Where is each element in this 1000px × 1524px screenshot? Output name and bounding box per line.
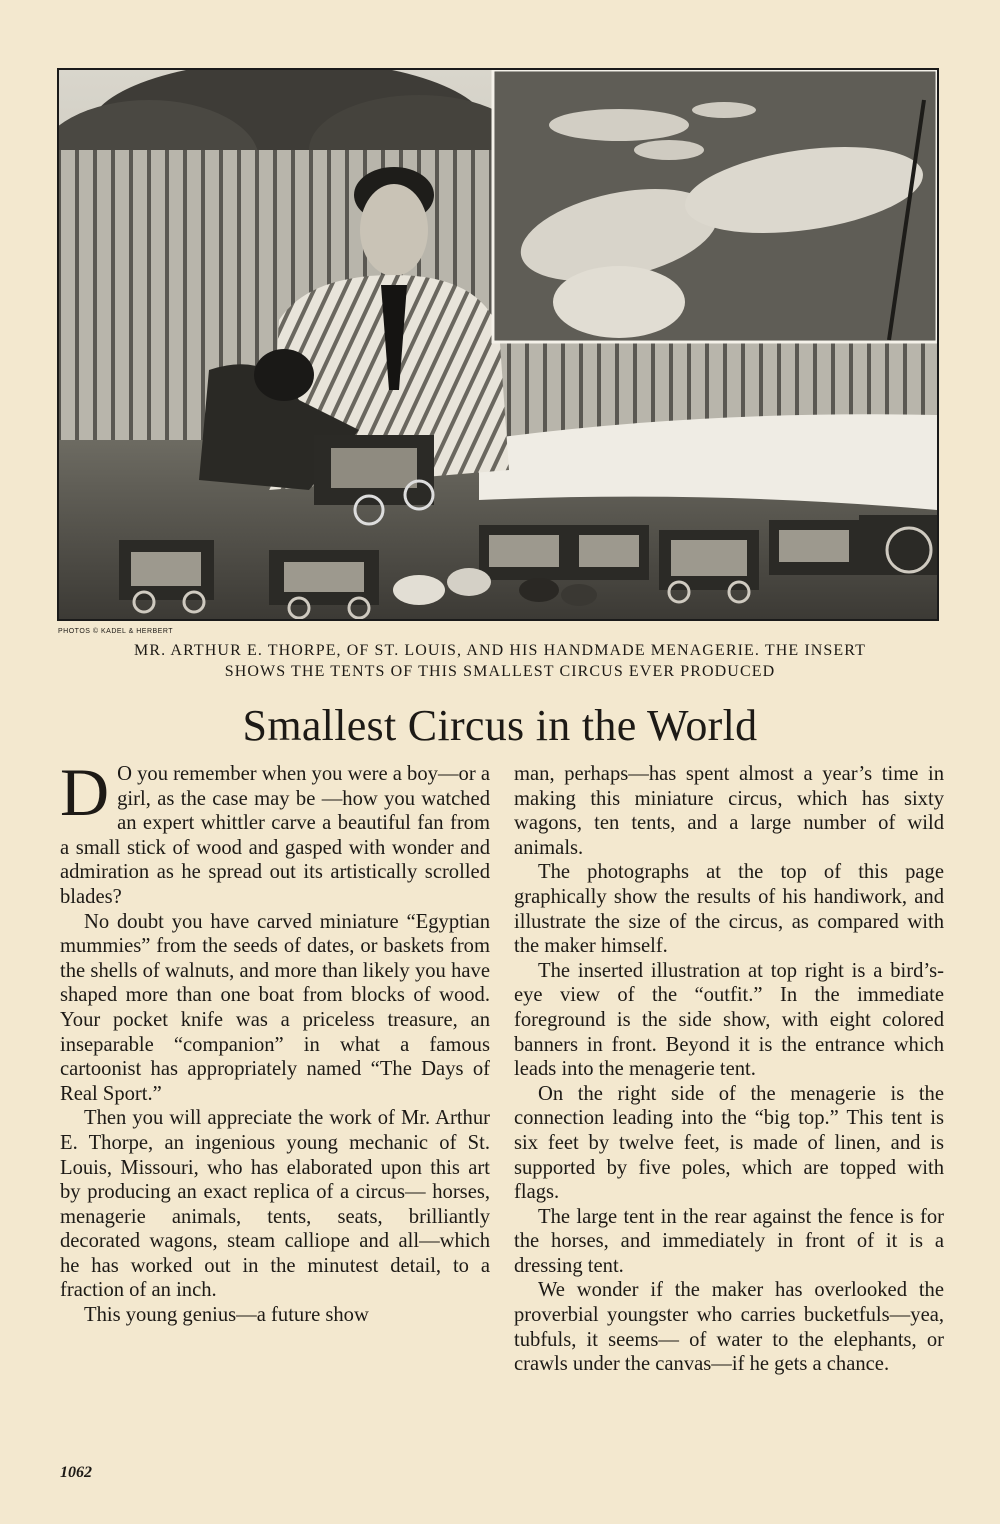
drop-cap: D [60, 754, 110, 830]
photo-illustration [59, 70, 937, 619]
paragraph-5: man, perhaps—has spent almost a year’s time in making this miniature circus, which has sixty wagons, ten tents, and a large number of wild animals. [514, 763, 944, 859]
paragraph-4: This young genius—a future show [84, 1304, 369, 1327]
left-column [60, 754, 490, 1328]
paragraph-6: The photographs at the top of this page graphically show the results of his handiwork, and illustrate the size of the circus, as compared with the maker himself. [514, 861, 944, 958]
paragraph-8: On the right side of the menagerie is the connection leading into the “big top.” This tent is six feet by twelve feet, is made of linen, and is supported by five poles, which are topped with flags. [514, 1082, 944, 1204]
caption-line-2: SHOWS THE TENTS OF THIS SMALLEST CIRCUS EVER PRODUCED [224, 663, 776, 680]
main-photo [57, 68, 939, 621]
paragraph-3: Then you will appreciate the work of Mr. Arthur E. Thorpe, an ingenious young mechanic of St. Louis, Missouri, who has elaborated upon this art by producing an exact replica of a circus— horses, menagerie animals, tents, seats, brilliantly decorated wagons, steam calliope and all—which he has worked out in the minutest detail, to a fraction of an inch. [60, 1107, 490, 1302]
paragraph-1: D O you remember when you were a boy—or a girl, as the case may be —how you watched an expert whittler carve a beautiful fan from a small stick of wood and gasped with wonder and admiration as he spread out its artistically scrolled blades? [60, 754, 490, 908]
right-column [514, 762, 944, 1377]
paragraph-9: The large tent in the rear against the fence is for the horses, and immediately in front of it is a dressing tent. [514, 1205, 944, 1277]
paragraph-10: We wonder if the maker has overlooked the proverbial youngster who carries bucketfuls—yea, tubfuls, it seems— of water to the elephants, or crawls under the canvas—if he gets a chance. [514, 1279, 944, 1376]
article-title: Smallest Circus in the World [242, 701, 758, 750]
caption-line-1: MR. ARTHUR E. THORPE, OF ST. LOUIS, AND HIS HANDMADE MENAGERIE. THE INSERT [134, 642, 866, 659]
photo-credit: PHOTOS © KADEL & HERBERT [58, 628, 174, 635]
page-number: 1062 [60, 1464, 92, 1481]
paragraph-7: The inserted illustration at top right is a bird’s-eye view of the “outfit.” In the immediate foreground is the side show, with eight colored banners in front. Beyond it is the entrance which leads into the menagerie tent. [514, 959, 944, 1081]
insert-photo [493, 70, 937, 342]
photo-caption [40, 640, 960, 682]
paragraph-2: No doubt you have carved miniature “Egyptian mummies” from the seeds of dates, or baskets from the shells of walnuts, and more than likely you have shaped more than one boat from blocks of wood. Your pocket knife was a priceless treasure, an inseparable “companion” in what a famous cartoonist has appropriately named “The Days of Real Sport.” [60, 910, 490, 1105]
